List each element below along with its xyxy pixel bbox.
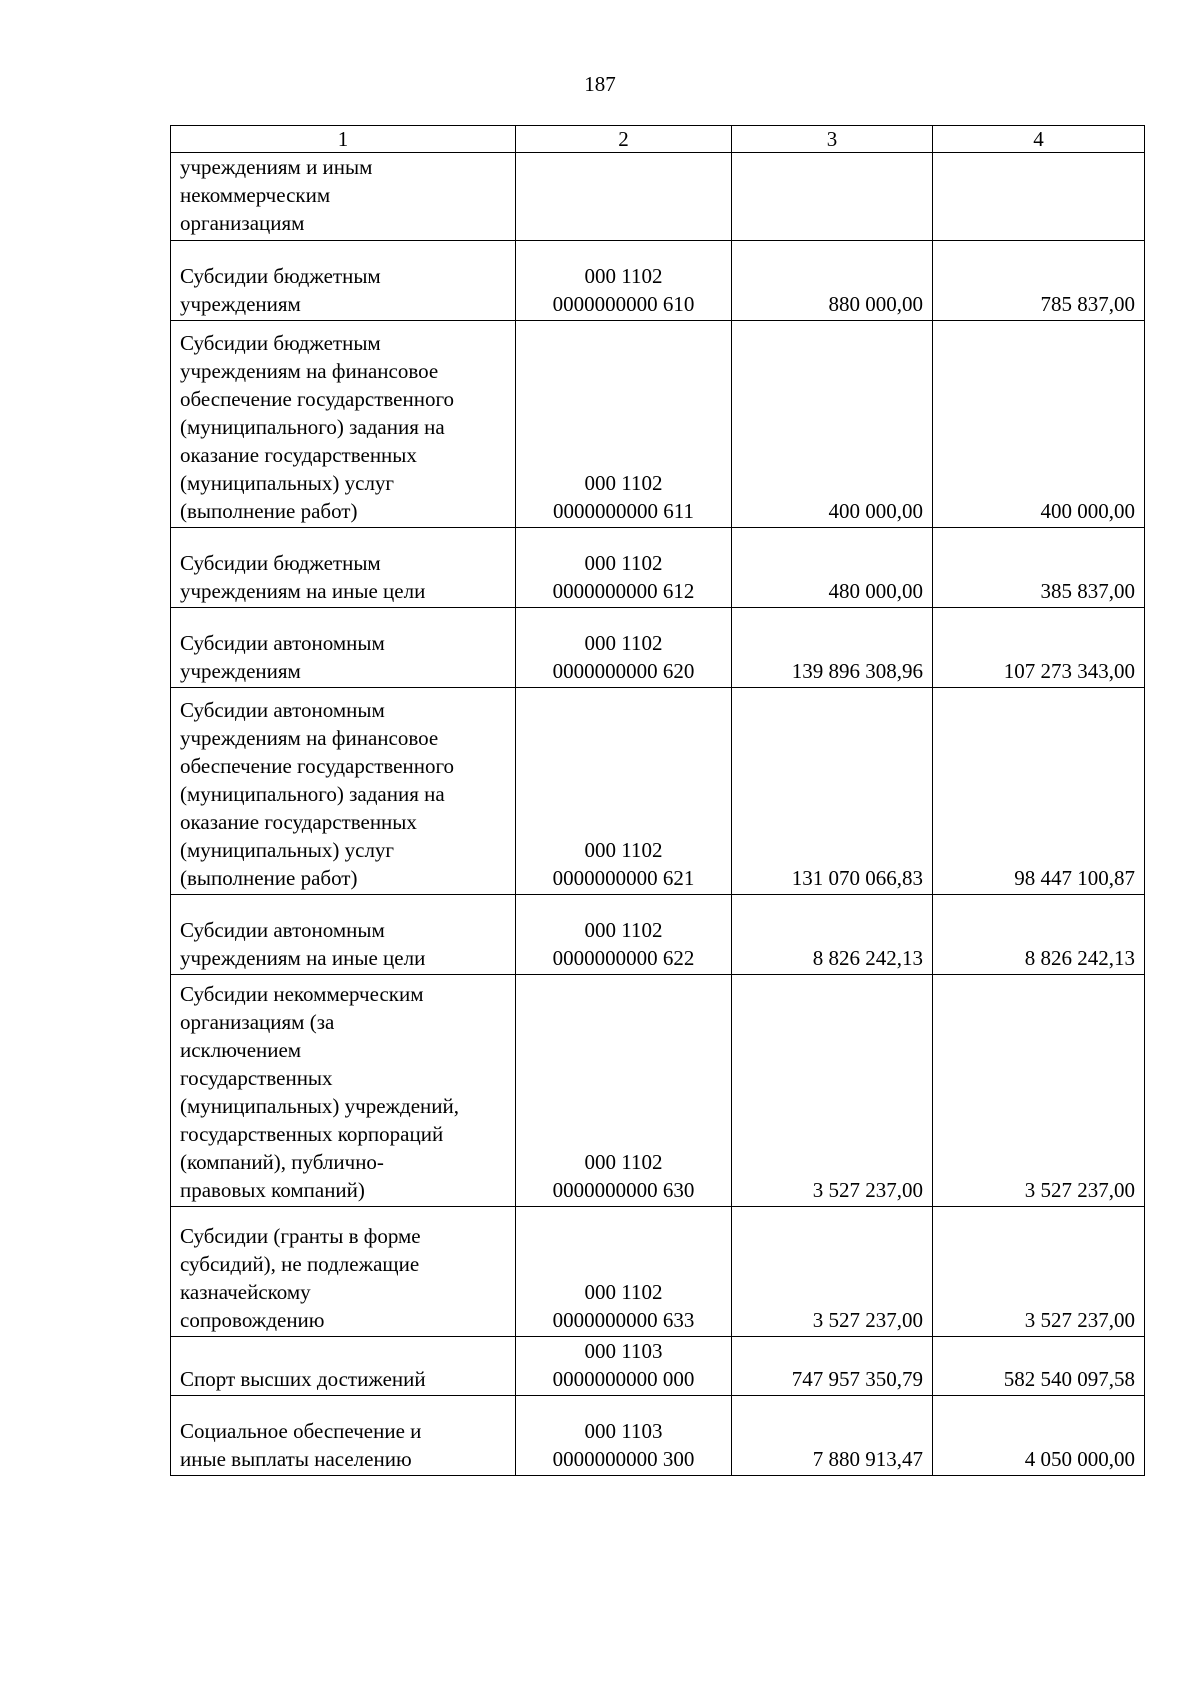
row-name: Субсидии бюджетным учреждениям на иные цели — [171, 528, 516, 608]
row-code: 000 1102 0000000000 622 — [516, 895, 732, 975]
row-value-col3: 480 000,00 — [732, 528, 933, 608]
row-name: Субсидии бюджетным учреждениям — [171, 241, 516, 321]
row-value-col3: 400 000,00 — [732, 321, 933, 528]
row-code: 000 1102 0000000000 621 — [516, 688, 732, 895]
header-cell-1: 1 — [171, 126, 516, 153]
continuation-row — [171, 153, 1145, 241]
row-value-col4: 3 527 237,00 — [933, 1207, 1145, 1337]
header-cell-3: 3 — [732, 126, 933, 153]
budget-table — [170, 125, 1145, 1476]
row-name: Субсидии автономным учреждениям — [171, 608, 516, 688]
row-value-col3: 3 527 237,00 — [732, 975, 933, 1207]
row-value-col3: 8 826 242,13 — [732, 895, 933, 975]
row-code — [516, 153, 732, 241]
table-row — [171, 1337, 1145, 1396]
table-row — [171, 975, 1145, 1207]
row-value-col3: 747 957 350,79 — [732, 1337, 933, 1396]
table-row — [171, 688, 1145, 895]
row-value-col3: 7 880 913,47 — [732, 1396, 933, 1476]
row-value-col3: 3 527 237,00 — [732, 1207, 933, 1337]
row-value-col4: 582 540 097,58 — [933, 1337, 1145, 1396]
header-cell-2: 2 — [516, 126, 732, 153]
row-name: учреждениям и иным некоммерческим организациям — [171, 153, 516, 241]
row-value-col3 — [732, 153, 933, 241]
row-name: Субсидии автономным учреждениям на иные цели — [171, 895, 516, 975]
table-row — [171, 895, 1145, 975]
table-row — [171, 608, 1145, 688]
row-code: 000 1103 0000000000 300 — [516, 1396, 732, 1476]
header-row — [171, 126, 1145, 153]
row-value-col4: 385 837,00 — [933, 528, 1145, 608]
row-value-col4: 107 273 343,00 — [933, 608, 1145, 688]
row-value-col4 — [933, 153, 1145, 241]
table-row — [171, 1207, 1145, 1337]
table-row — [171, 321, 1145, 528]
row-value-col3: 139 896 308,96 — [732, 608, 933, 688]
row-code: 000 1102 0000000000 612 — [516, 528, 732, 608]
header-cell-4: 4 — [933, 126, 1145, 153]
row-name: Социальное обеспечение и иные выплаты населению — [171, 1396, 516, 1476]
row-value-col4: 98 447 100,87 — [933, 688, 1145, 895]
row-code: 000 1102 0000000000 633 — [516, 1207, 732, 1337]
table-row — [171, 241, 1145, 321]
table-row — [171, 528, 1145, 608]
row-value-col4: 400 000,00 — [933, 321, 1145, 528]
row-value-col4: 4 050 000,00 — [933, 1396, 1145, 1476]
row-name: Субсидии (гранты в форме субсидий), не подлежащие казначейскому сопровождению — [171, 1207, 516, 1337]
row-code: 000 1103 0000000000 000 — [516, 1337, 732, 1396]
row-value-col3: 880 000,00 — [732, 241, 933, 321]
row-value-col4: 3 527 237,00 — [933, 975, 1145, 1207]
row-value-col4: 8 826 242,13 — [933, 895, 1145, 975]
page-number: 187 — [584, 72, 616, 96]
row-name: Субсидии некоммерческим организациям (за исключением государственных (муниципальных) учреждений, государственных корпораций (компаний), публично- правовых компаний) — [171, 975, 516, 1207]
table-row — [171, 1396, 1145, 1476]
row-code: 000 1102 0000000000 610 — [516, 241, 732, 321]
row-code: 000 1102 0000000000 630 — [516, 975, 732, 1207]
row-name: Субсидии автономным учреждениям на финансовое обеспечение государственного (муниципального) задания на оказание государственных (муниципальных) услуг (выполнение работ) — [171, 688, 516, 895]
row-name: Спорт высших достижений — [171, 1337, 516, 1396]
row-code: 000 1102 0000000000 611 — [516, 321, 732, 528]
row-value-col4: 785 837,00 — [933, 241, 1145, 321]
row-value-col3: 131 070 066,83 — [732, 688, 933, 895]
row-code: 000 1102 0000000000 620 — [516, 608, 732, 688]
row-name: Субсидии бюджетным учреждениям на финансовое обеспечение государственного (муниципального) задания на оказание государственных (муниципальных) услуг (выполнение работ) — [171, 321, 516, 528]
table-body — [171, 126, 1145, 1476]
